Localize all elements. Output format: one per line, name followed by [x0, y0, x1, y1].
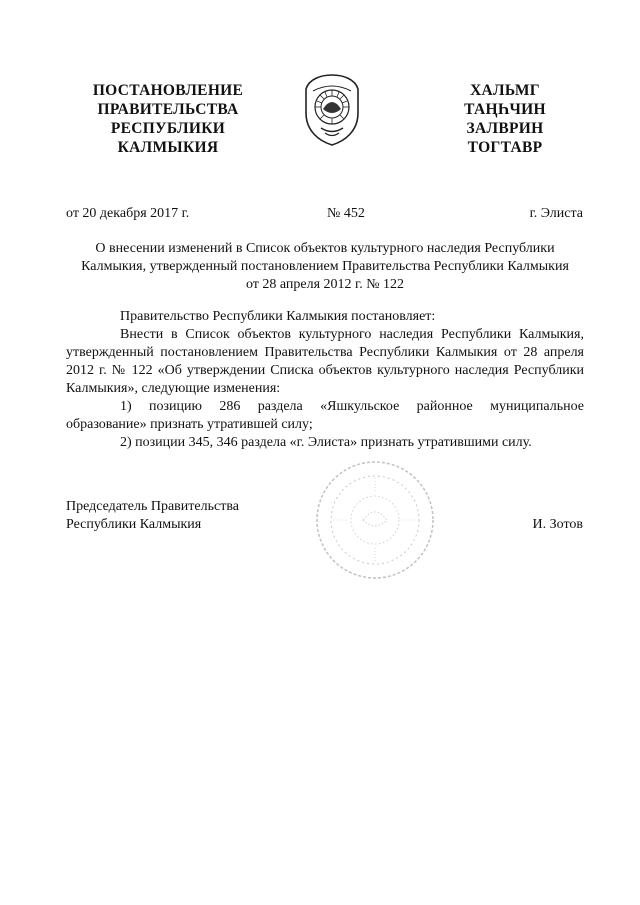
signatory-position-line-1: Председатель Правительства	[66, 499, 239, 514]
header-left-line-2: ПРАВИТЕЛЬСТВА	[97, 101, 239, 118]
title-line-1: О внесении изменений в Список объектов культурного наследия Республики	[95, 241, 555, 256]
header-right-line-2: ТАҢҺЧИН	[464, 101, 546, 118]
signatory-position-line-2: Республики Калмыкия	[66, 517, 202, 532]
paragraph-main: Внести в Список объектов культурного наследия Республики Калмыкия, утвержденный постановлением Правительства Республики Калмыкия от 28 апреля 2012 г. № 122 «Об утверждении Списка объектов культурного наследия Республики Калмыкия», следующие изменения:	[66, 327, 584, 396]
header-left-line-3: РЕСПУБЛИКИ	[110, 120, 226, 137]
paragraph-item-1: 1) позицию 286 раздела «Яшкульское районное муниципальное образование» признать утратившей силу;	[66, 399, 584, 432]
signatory-position	[66, 498, 239, 534]
header-left-block	[78, 81, 258, 157]
header-right-line-4: ТОГТАВР	[467, 139, 543, 156]
header-left-line-4: КАЛМЫКИЯ	[117, 139, 219, 156]
document-number: № 452	[327, 206, 365, 221]
kalmykia-coat-of-arms-icon	[303, 73, 361, 147]
header-right-line-3: ЗАЛВРИН	[466, 120, 544, 137]
official-stamp-icon	[313, 458, 437, 582]
document-date: от 20 декабря 2017 г.	[66, 206, 190, 221]
header-left-line-1: ПОСТАНОВЛЕНИЕ	[92, 82, 244, 99]
header-right-block	[440, 81, 570, 157]
document-city: г. Элиста	[529, 206, 583, 221]
paragraph-intro: Правительство Республики Калмыкия постановляет:	[120, 309, 436, 324]
title-line-2: Калмыкия, утвержденный постановлением Правительства Республики Калмыкия	[81, 259, 569, 274]
paragraph-item-2: 2) позиции 345, 346 раздела «г. Элиста» признать утратившими силу.	[120, 435, 532, 450]
header-right-line-1: ХАЛЬМГ	[470, 82, 540, 99]
signatory-name: И. Зотов	[532, 517, 583, 532]
document-title	[60, 240, 590, 294]
title-line-3: от 28 апреля 2012 г. № 122	[245, 277, 405, 292]
